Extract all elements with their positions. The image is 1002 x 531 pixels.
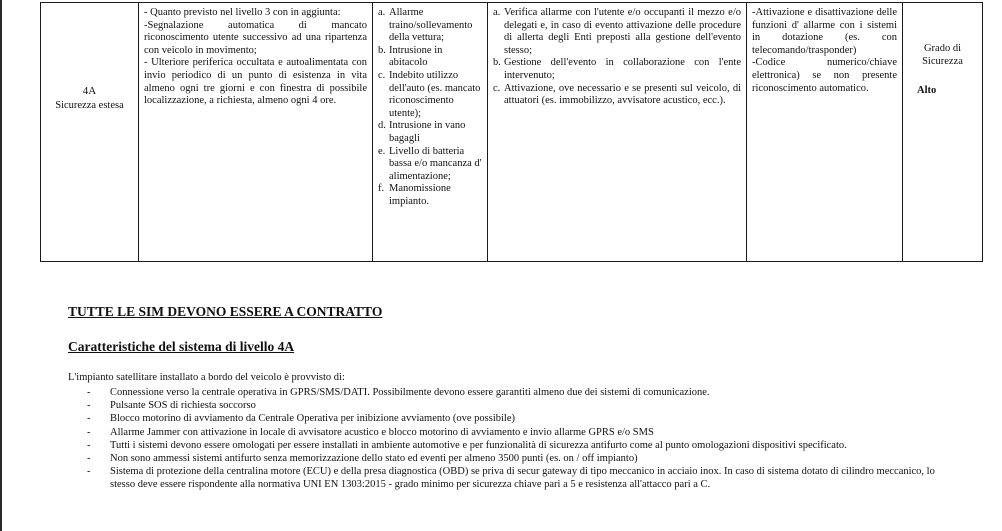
procedures-list [493,7,741,108]
table-row [41,3,983,262]
security-level-table [40,2,983,262]
procedures-cell [488,3,747,262]
level-code: 4A [82,85,97,97]
activation-cell [747,3,903,262]
list-item: - Pulsante SOS di richiesta soccorso [87,400,256,412]
list-item: c. Attivazione, ove necessario e se presenti sul veicolo, di attuatori (es. immobilizzo, avvisatore acustico, ecc.). [493,82,741,107]
grade-value: Alto [917,85,937,96]
list-item: e. Livello di batteria bassa e/o mancanza d' alimentazione; [378,145,482,182]
list-item: a. Allarme traino/sollevamento della vettura; [378,7,473,44]
description-line: - Quanto previsto nel livello 3 con in aggiunta: [144,7,341,18]
page-left-edge [0,0,2,531]
list-item: - Sistema di protezione della centralina motore (ECU) e della presa diagnostica (OBD) se priva di secur gateway di tipo meccanico in acciaio inox. In caso di sistema dotato di cilindro meccanico, lo stesso deve essere rispondente alla normativa UNI EN 1303:2015 - grado minimo per sicurezza chiave pari a 5 e resistenza all'attacco pari a C. [87,466,935,491]
description-line: -Segnalazione automatica di mancato riconoscimento utente successivo ad una ripartenza con veicolo in movimento; [144,19,367,56]
list-item: - Allarme Jammer con attivazione in locale di avvisatore acustico e blocco motorino di avviamento e invio allarme GPRS e/o SMS [87,426,654,438]
grade-cell [903,3,983,262]
level-name: Sicurezza estesa [55,99,124,111]
sim-contract-heading: TUTTE LE SIM DEVONO ESSERE A CONTRATTO [68,304,383,319]
list-item: f. Manomissione impianto. [378,183,451,207]
level-features-heading: Caratteristiche del sistema di livello 4A [68,339,295,354]
list-item: - Connessione verso la centrale operativa in GPRS/SMS/DATI. Possibilmente devono essere garantiti almeno due dei sistemi di comunicazione. [87,387,710,398]
list-item: c. Indebito utilizzo dell'auto (es. mancato riconoscimento utente); [378,69,481,119]
description-line: - Ulteriore periferica occultata e autoalimentata con invio periodico di un punto di esistenza in vita almeno ogni tre giorni e con finestra di possibile localizzazione, a richiesta, almeno ogni 4 ore. [144,57,367,107]
activation-line: -Attivazione e disattivazione delle funzioni d' allarme con i sistemi in dotazione (es. con telecomando/trasponder) [752,7,897,56]
alarms-cell [373,3,488,262]
grade-label: Grado di Sicurezza [922,43,963,67]
list-item: - Blocco motorino di avviamento da Centrale Operativa per inibizione avviamento (ove possibile) [87,413,516,425]
activation-line: -Codice numerico/chiave elettronica) se non presente riconoscimento automatico. [752,57,897,94]
list-item: b. Gestione dell'evento in collaborazione con l'ente intervenuto; [493,57,741,81]
list-item: - Tutti i sistemi devono essere omologati per essere installati in ambiente automotive e per funzionalità di sicurezza antifurto come al punto omologazioni dispositivi specificato. [87,439,847,451]
features-list [82,386,940,492]
alarms-list [378,7,482,209]
description-cell [139,3,373,262]
level-cell [41,3,139,262]
list-item: a. Verifica allarme con l'utente e/o occupanti il mezzo e/o delegati e, in caso di evento attivazione delle procedure di allerta degli Enti preposti alla gestione dell'evento stesso; [493,7,741,56]
list-item: - Non sono ammessi sistemi antifurto senza memorizzazione dello stato ed eventi per almeno 3500 punti (es. on / off impianto) [87,453,638,465]
list-item: d. Intrusione in vano bagagli [378,120,466,144]
list-item: b. Intrusione in abitacolo [378,44,443,69]
intro-text: L'impianto satellitare installato a bordo del veicolo è provvisto di: [68,372,345,383]
